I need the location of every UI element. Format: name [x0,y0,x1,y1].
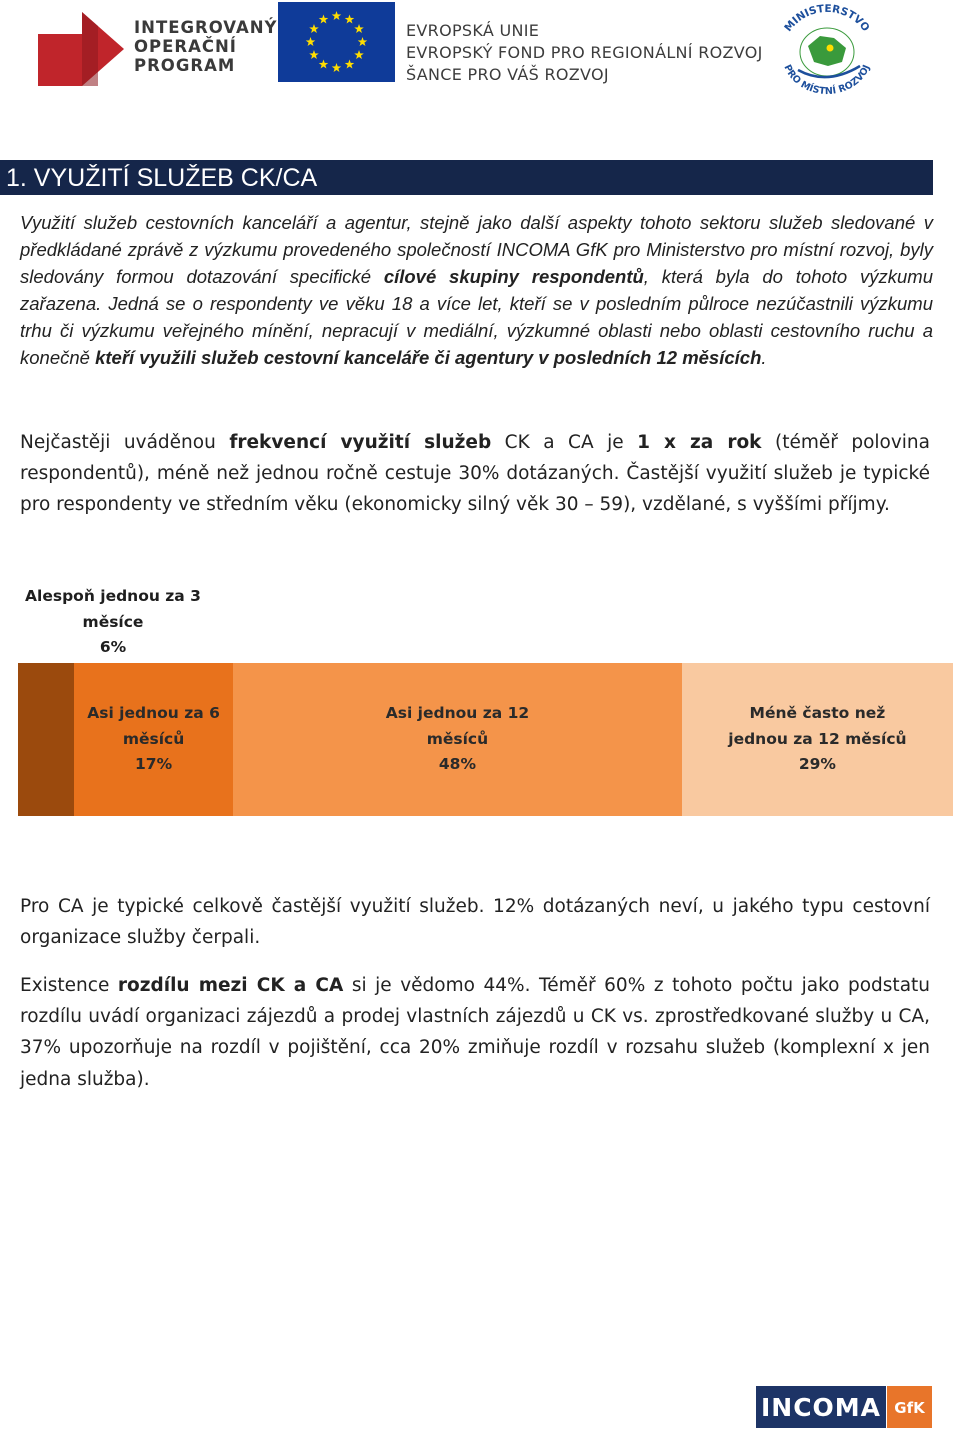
iop-logo-text [134,18,277,75]
eu-line-2: EVROPSKÝ FOND PRO REGIONÁLNÍ ROZVOJ [406,43,763,62]
outside-segment-label [18,584,208,661]
outside-label-value: 6% [99,638,127,656]
segment-label: Asi jednou za 12 [385,704,530,723]
p3-text-1: Existence [20,975,118,996]
frequency-paragraph [20,427,930,521]
segment-label: Asi jednou za 6 [87,704,220,723]
p1-text-2: CK a CA je [491,432,638,453]
intro-text-2: , která byla do tohoto výzkumu zařazena. [20,266,933,315]
intro-paragraph [20,209,933,372]
mmr-bottom-text: PRO MÍSTNÍ ROZVOJ [781,63,873,96]
segment-label: měsíců [426,729,489,748]
iop-line-1: INTEGROVANÝ [134,18,278,37]
header-logos [0,0,960,100]
intro-bold-target-group: cílové skupiny respondentů [383,266,644,288]
frequency-chart [0,580,960,830]
segment-label: jednou za 12 měsíců [728,729,907,748]
difference-paragraph [20,970,930,1095]
incoma-text: INCOMA [760,1393,882,1422]
segment-label: Méně často než [749,704,886,723]
p3-bold-difference: rozdílu mezi CK a CA [117,975,344,996]
incoma-gfk-logo [756,1386,932,1428]
iop-logo [38,4,278,88]
iop-arrow-icon [38,4,128,88]
intro-text-4: . [761,347,767,369]
segment-value: 29% [798,755,836,774]
iop-line-3: PROGRAM [134,56,236,75]
outside-label-line-2: měsíce [82,612,144,631]
intro-bold-condition: kteří využili služeb cestovní kanceláře či agentury v posledních 12 měsících [95,347,762,369]
gfk-text: GfK [894,1399,925,1417]
iop-line-2: OPERAČNÍ [134,37,237,56]
eu-line-3: ŠANCE PRO VÁŠ ROZVOJ [406,65,609,84]
segment-label: měsíců [122,729,185,748]
intro-text-3: Jedná se o respondenty ve věku 18 a více let, kteří se v posledním půlroce nezúčastnili výzkumu trhu či výzkumu veřejného mínění, nepracují v mediální, výzkumné oblasti nebo oblasti cestovního ruchu a konečně [20,293,933,369]
bar-segment [233,663,682,816]
stacked-bar [18,663,953,816]
mmr-seal-icon [768,0,886,96]
eu-logo-text [406,20,763,86]
segment-value: 17% [135,755,173,774]
eu-flag-icon [278,2,395,82]
p1-bold-once-a-year: 1 x za rok [637,432,762,453]
outside-label-line-1: Alespoň jednou za 3 [25,587,201,605]
p3-text-2: si je vědomo 44%. Téměř 60% z tohoto počtu jako podstatu rozdílu uvádí organizaci zájezdů a prodej vlastních zájezdů u CK vs. zprostředkované služby u CA, 37% upozorňuje na rozdíl v pojištění, cca 20% zmiňuje rozdíl v rozsahu služeb (komplexní x jen jedna služba). [20,975,931,1090]
eu-line-1: EVROPSKÁ UNIE [406,21,540,40]
p1-bold-frequency: frekvencí využití služeb [229,432,492,453]
segment-value: 48% [438,755,476,774]
bar-segment [682,663,953,816]
bar-segment [18,663,74,816]
bar-segment [74,663,233,816]
ca-paragraph: Pro CA je typické celkově častější využití služeb. 12% dotázaných neví, u jakého typu cestovní organizace služby čerpali. [20,896,930,949]
p1-text-1: Nejčastěji uváděnou [20,432,230,453]
intro-text-1: Využití služeb cestovních kanceláří a agentur, stejně jako další aspekty tohoto sektoru služeb sledované v předkládané zprávě z výzkumu provedeného společností INCOMA GfK pro Ministerstvo pro místní rozvoj, byly sledovány formou dotazování specifické [20,212,933,288]
p1-text-3: (téměř polovina respondentů), méně než jednou ročně cestuje 30% dotázaných. Častější využití služeb je typické pro respondenty ve středním věku (ekonomicky silný věk 30 – 59), vzdělané, s vyššími příjmy. [20,432,930,516]
section-heading: 1. VYUŽITÍ SLUŽEB CK/CA [0,160,933,195]
mmr-top-text: MINISTERSTVO [782,2,872,34]
